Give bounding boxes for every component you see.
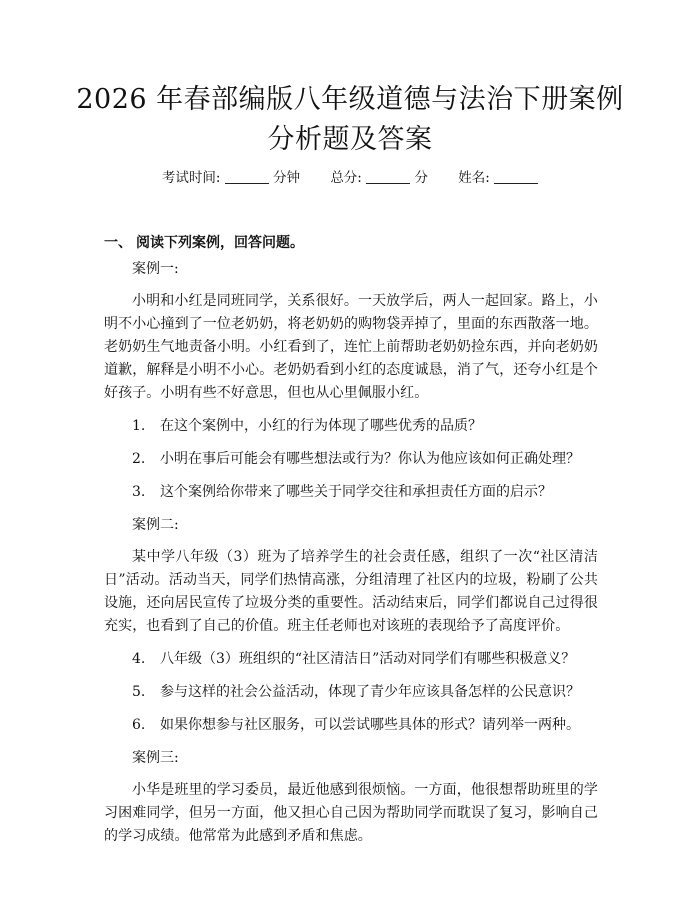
question-6-number: 6. (132, 717, 146, 733)
exam-time-field (162, 166, 300, 186)
case-1-text: 小明和小红是同班同学，关系很好。一天放学后，两人一起回家。路上，小明不小心撞到了一位老奶奶，将老奶奶的购物袋弄掉了，里面的东西散落一地。老奶奶生气地责备小明。小红看到了，连忙上前帮助老奶奶捡东西，并向老奶奶道歉，解释是小明不小心。老奶奶看到小红的态度诚恳，消了气，还夸小红是个好孩子。小明有些不好意思，但也从心里佩服小红。 (104, 293, 598, 401)
case-3-label: 案例三: (132, 750, 179, 766)
total-score-label: 总分: (330, 170, 362, 186)
section-title: 阅读下列案例，回答问题。 (136, 235, 304, 251)
case-2-text: 某中学八年级（3）班为了培养学生的社会责任感，组织了一次“社区清洁日”活动。活动当天，同学们热情高涨，分组清理了社区内的垃圾，粉刷了公共设施，还向居民宣传了垃圾分类的重要性。活动结束后，同学们都说自己过得很充实，也看到了自己的价值。班主任老师也对该班的表现给予了高度评价。 (104, 549, 598, 634)
exam-time-label: 考试时间: (161, 170, 221, 186)
section-heading (104, 232, 304, 252)
question-6 (104, 714, 598, 737)
total-score-unit: 分 (414, 170, 428, 186)
document-title (60, 80, 640, 160)
question-6-text: 如果你想参与社区服务，可以尝试哪些具体的形式？请列举一两种。 (160, 717, 580, 733)
student-name-label: 姓名: (458, 170, 490, 186)
question-3-text: 这个案例给你带来了哪些关于同学交往和承担责任方面的启示？ (160, 484, 552, 500)
document-body (104, 258, 598, 848)
title-line-1: 2026 年春部编版八年级道德与法治下册案例 (76, 84, 624, 115)
question-3 (104, 481, 598, 504)
section-number: 一、 (104, 235, 132, 251)
total-score-field (330, 166, 428, 186)
question-5-number: 5. (132, 684, 146, 700)
question-4-text: 八年级（3）班组织的“社区清洁日”活动对同学们有哪些积极意义？ (160, 651, 576, 667)
question-4 (104, 648, 598, 671)
student-name-blank[interactable] (494, 169, 538, 184)
case-1-label: 案例一: (132, 261, 179, 277)
student-name-field (458, 166, 538, 186)
question-1-number: 1. (132, 418, 146, 434)
title-line-2: 分析题及答案 (267, 124, 433, 155)
question-5 (104, 681, 598, 704)
question-1-text: 在这个案例中，小红的行为体现了哪些优秀的品质？ (160, 418, 482, 434)
case-2-label: 案例二: (132, 517, 179, 533)
total-score-blank[interactable] (366, 169, 410, 184)
exam-time-unit: 分钟 (273, 170, 301, 186)
question-2 (104, 448, 598, 471)
question-3-number: 3. (132, 484, 146, 500)
question-1 (104, 415, 598, 438)
case-3-text: 小华是班里的学习委员，最近他感到很烦恼。一方面，他很想帮助班里的学习困难同学，但另一方面，他又担心自己因为帮助同学而耽误了复习，影响自己的学习成绩。他常常为此感到矛盾和焦虑。 (104, 782, 598, 844)
exam-info-bar (0, 166, 700, 186)
question-5-text: 参与这样的社会公益活动，体现了青少年应该具备怎样的公民意识？ (160, 684, 580, 700)
question-2-number: 2. (132, 451, 146, 467)
question-2-text: 小明在事后可能会有哪些想法或行为？你认为他应该如何正确处理？ (160, 451, 580, 467)
question-4-number: 4. (132, 651, 146, 667)
exam-time-blank[interactable] (225, 169, 269, 184)
